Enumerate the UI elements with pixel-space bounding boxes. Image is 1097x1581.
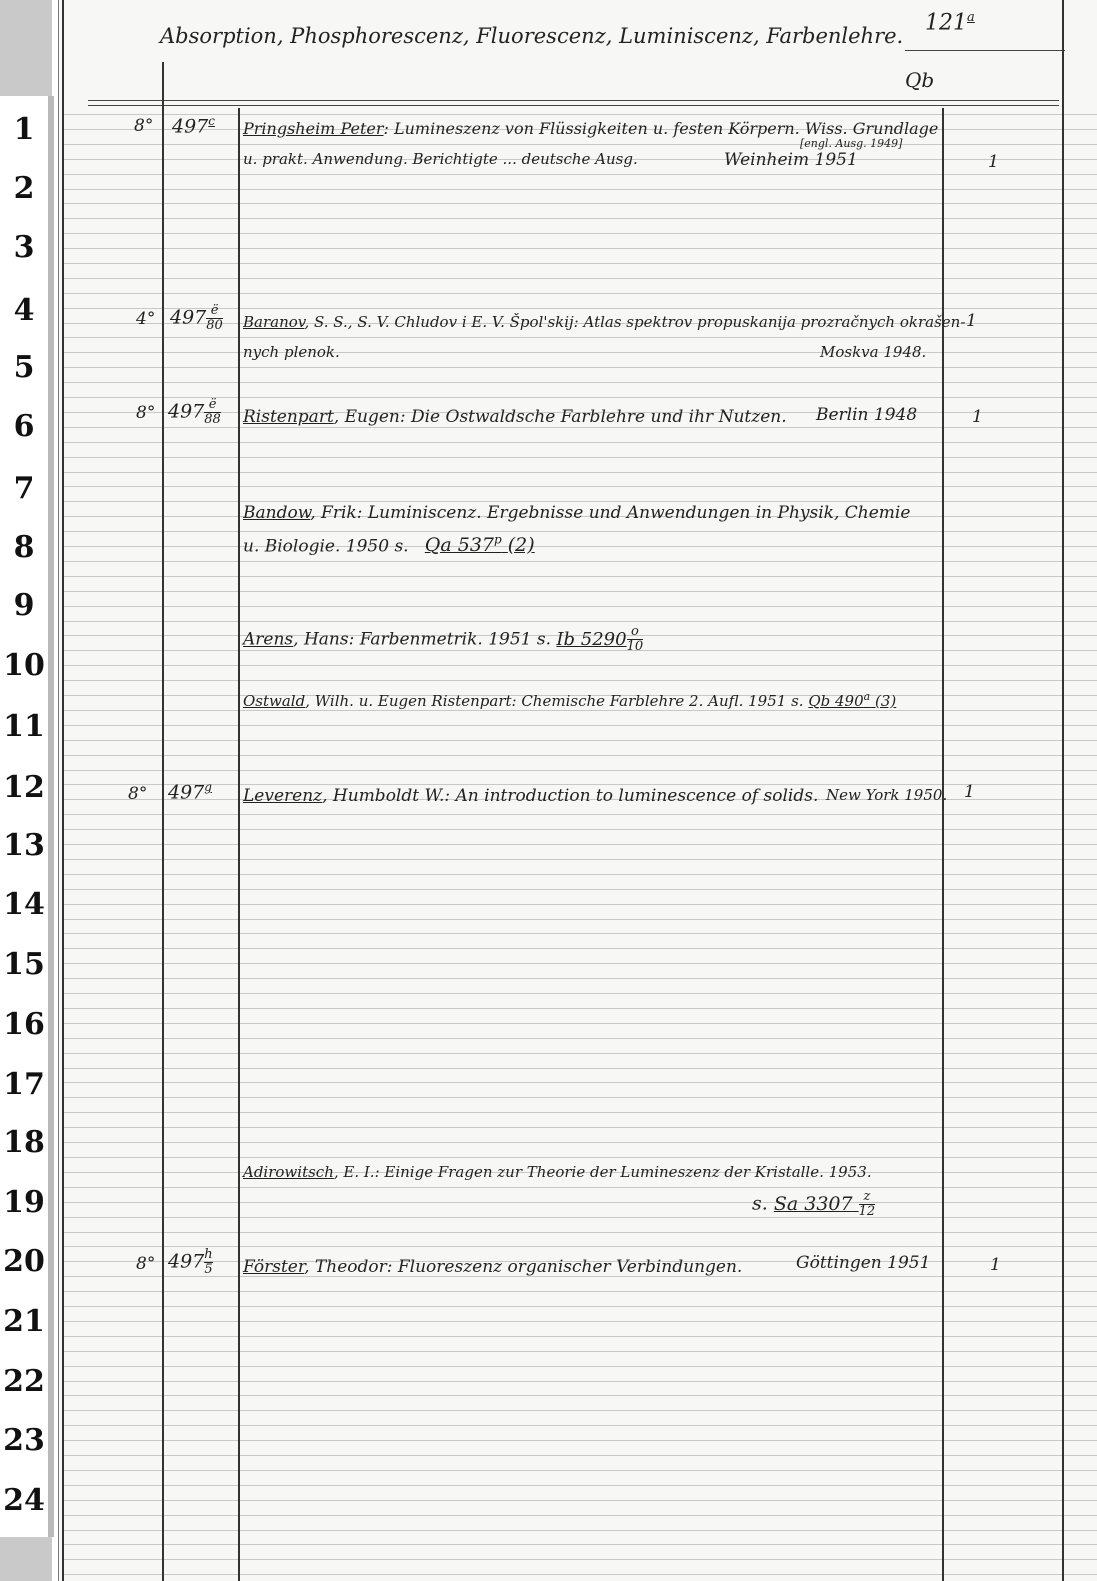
entry-signature [172, 114, 215, 137]
signature-fraction [204, 1248, 212, 1277]
page-number [925, 10, 975, 35]
entry-title: , E. I.: Einige Fragen zur Theorie der Lumineszenz der Kristalle. 1953. [333, 1163, 872, 1181]
entry-author: Leverenz [243, 786, 323, 806]
row-number: 7 [13, 471, 35, 506]
signature-sup: c [208, 114, 215, 128]
signature-sup: g [204, 780, 212, 794]
entry-format: 8° [136, 1254, 156, 1274]
entry-title: , Theodor: Fluoreszenz organischer Verbindungen. [304, 1257, 743, 1277]
cross-ref-num: z [863, 1189, 871, 1204]
row-number: 23 [3, 1423, 45, 1458]
row-number: 14 [3, 887, 45, 922]
margin-bottom-shade [0, 1537, 52, 1581]
entry-cross-ref [773, 1189, 876, 1219]
page-left-rule [62, 0, 64, 1581]
margin-edge [48, 96, 54, 1537]
entry-line [243, 1257, 742, 1277]
entry-author: Bandow [243, 503, 311, 523]
cross-ref-number: Qb 490 [808, 692, 864, 710]
signature-den: 5 [204, 1262, 213, 1277]
entry-line [243, 119, 938, 138]
entry-count: 1 [988, 152, 999, 172]
cross-ref-den: 10 [626, 639, 644, 654]
row-number: 20 [3, 1244, 45, 1279]
entry-format: 8° [128, 784, 148, 804]
row-number: 21 [3, 1304, 45, 1339]
row-number: 8 [13, 530, 35, 565]
signature-number: 497 [168, 1250, 205, 1273]
signature-number: 497 [168, 400, 205, 423]
cross-ref-number: Sa 3307 [773, 1192, 853, 1215]
entry-signature [170, 304, 223, 333]
cross-ref-sup: a [863, 690, 871, 703]
row-number: 22 [3, 1364, 45, 1399]
row-number: 13 [3, 828, 45, 863]
row-number: 5 [13, 350, 35, 385]
entry-author: Pringsheim Peter [243, 119, 384, 138]
entry-place-year: Weinheim 1951 [724, 150, 858, 170]
entry-author: Ristenpart [243, 407, 334, 427]
signature-number: 497 [170, 306, 207, 329]
row-number: 6 [13, 409, 35, 444]
entry-format: 8° [136, 403, 156, 423]
entry-author: Adirowitsch [243, 1163, 334, 1181]
page-title: Absorption, Phosphorescenz, Fluorescenz, Luminiscenz, Farbenlehre. [160, 24, 904, 48]
signature-fraction [204, 398, 221, 427]
entry-signature [168, 398, 221, 427]
entry-title: , Wilh. u. Eugen Ristenpart: Chemische Farblehre 2. Aufl. 1951 s. [305, 692, 804, 710]
entry-line-2 [752, 1190, 875, 1219]
entry-signature [168, 780, 212, 803]
entry-count: 1 [964, 782, 975, 802]
row-number: 11 [3, 709, 45, 744]
entry-title: , Hans: Farbenmetrik. 1951 s. [293, 629, 551, 650]
signature-column-rule [238, 108, 240, 1581]
entry-author: Baranov [243, 313, 305, 331]
entry-cross-ref [556, 624, 644, 654]
cross-ref-suffix: (3) [875, 692, 897, 710]
entry-author: Förster [243, 1257, 305, 1277]
row-number: 17 [3, 1067, 45, 1102]
row-number: 15 [3, 947, 45, 982]
entry-line [243, 407, 787, 427]
row-number: 12 [3, 770, 45, 805]
entry-title: , Frik: Luminiscenz. Ergebnisse und Anwendungen in Physik, Chemie [310, 503, 911, 523]
entry-line [243, 625, 643, 654]
entry-count: 1 [990, 1255, 1001, 1275]
entry-place-year: Moskva 1948. [820, 343, 927, 361]
cross-ref-fraction [627, 625, 644, 654]
entry-place-year: New York 1950. [826, 786, 948, 804]
entry-title: , Eugen: Die Ostwaldsche Farblehre und ihr Nutzen. [333, 407, 787, 427]
entry-title-cont: u. Biologie. 1950 s. [243, 536, 409, 557]
row-number: 19 [3, 1185, 45, 1220]
row-number: 9 [13, 588, 35, 623]
page-right-rule [1062, 0, 1064, 1581]
entry-line [243, 313, 965, 331]
entry-cross-ref [808, 692, 896, 710]
signature-num: h [204, 1247, 213, 1262]
signature-num: ë [210, 303, 219, 318]
entry-title: : Lumineszenz von Flüssigkeiten u. festen Körpern. Wiss. Grundlage [383, 119, 939, 138]
page-number-sup: a [967, 10, 975, 25]
row-number: 18 [3, 1125, 45, 1160]
entry-format: 4° [136, 309, 156, 329]
margin-top-shade [0, 0, 52, 96]
entry-count: 1 [966, 311, 977, 331]
format-column-rule [162, 62, 164, 1581]
entry-cross-ref [425, 534, 535, 556]
cross-ref-fraction [859, 1190, 876, 1219]
row-number: 2 [13, 171, 35, 206]
cross-ref-number: Ib 5290 [556, 628, 627, 650]
cross-ref-num: o [630, 624, 639, 639]
signature-number: 497 [168, 781, 205, 804]
cross-ref-den: 12 [858, 1204, 876, 1219]
entry-title: , S. S., S. V. Chludov i E. V. Špol'skij: Atlas spektrov propuskanija prozračnych okrašen- [304, 313, 966, 331]
entry-author: Arens [243, 629, 294, 650]
entry-line [243, 690, 896, 710]
header-rule [88, 105, 1059, 106]
signature-num: ë [208, 397, 217, 412]
entry-title-cont: s. [752, 1192, 768, 1215]
signature-number: 497 [172, 115, 209, 138]
entry-count: 1 [972, 407, 983, 427]
entry-place-year: Göttingen 1951 [796, 1253, 931, 1273]
entry-line [243, 786, 818, 806]
cross-ref-suffix: (2) [507, 534, 535, 557]
entry-title: , Humboldt W.: An introduction to luminescence of solids. [322, 786, 819, 806]
entry-format: 8° [134, 116, 154, 136]
entry-line [243, 1163, 872, 1181]
entry-title-cont: u. prakt. Anwendung. Berichtigte ... deutsche Ausg. [243, 150, 638, 168]
row-number: 3 [13, 230, 35, 265]
signature-den: 88 [204, 412, 221, 427]
row-number: 24 [3, 1483, 45, 1518]
row-number: 16 [3, 1007, 45, 1042]
entry-note: [engl. Ausg. 1949] [800, 137, 903, 150]
entry-title-cont: nych plenok. [243, 343, 340, 361]
entry-place-year: Berlin 1948 [816, 405, 918, 425]
row-number: 10 [3, 648, 45, 683]
cross-ref-number: Qa 537 [424, 534, 495, 557]
entry-line-2 [243, 533, 535, 556]
row-number: 4 [13, 293, 35, 328]
entry-signature [168, 1248, 213, 1277]
entry-author: Ostwald [243, 692, 306, 710]
signature-den: 80 [206, 318, 223, 333]
row-number: 1 [13, 112, 35, 147]
entry-line [243, 503, 910, 523]
cross-ref-sup: p [494, 533, 502, 547]
header-rule [88, 100, 1059, 101]
shelf-mark: Qb [905, 68, 935, 92]
signature-fraction [206, 304, 223, 333]
page-number-value: 121 [925, 10, 967, 36]
shelf-mark-rule [905, 50, 1065, 51]
